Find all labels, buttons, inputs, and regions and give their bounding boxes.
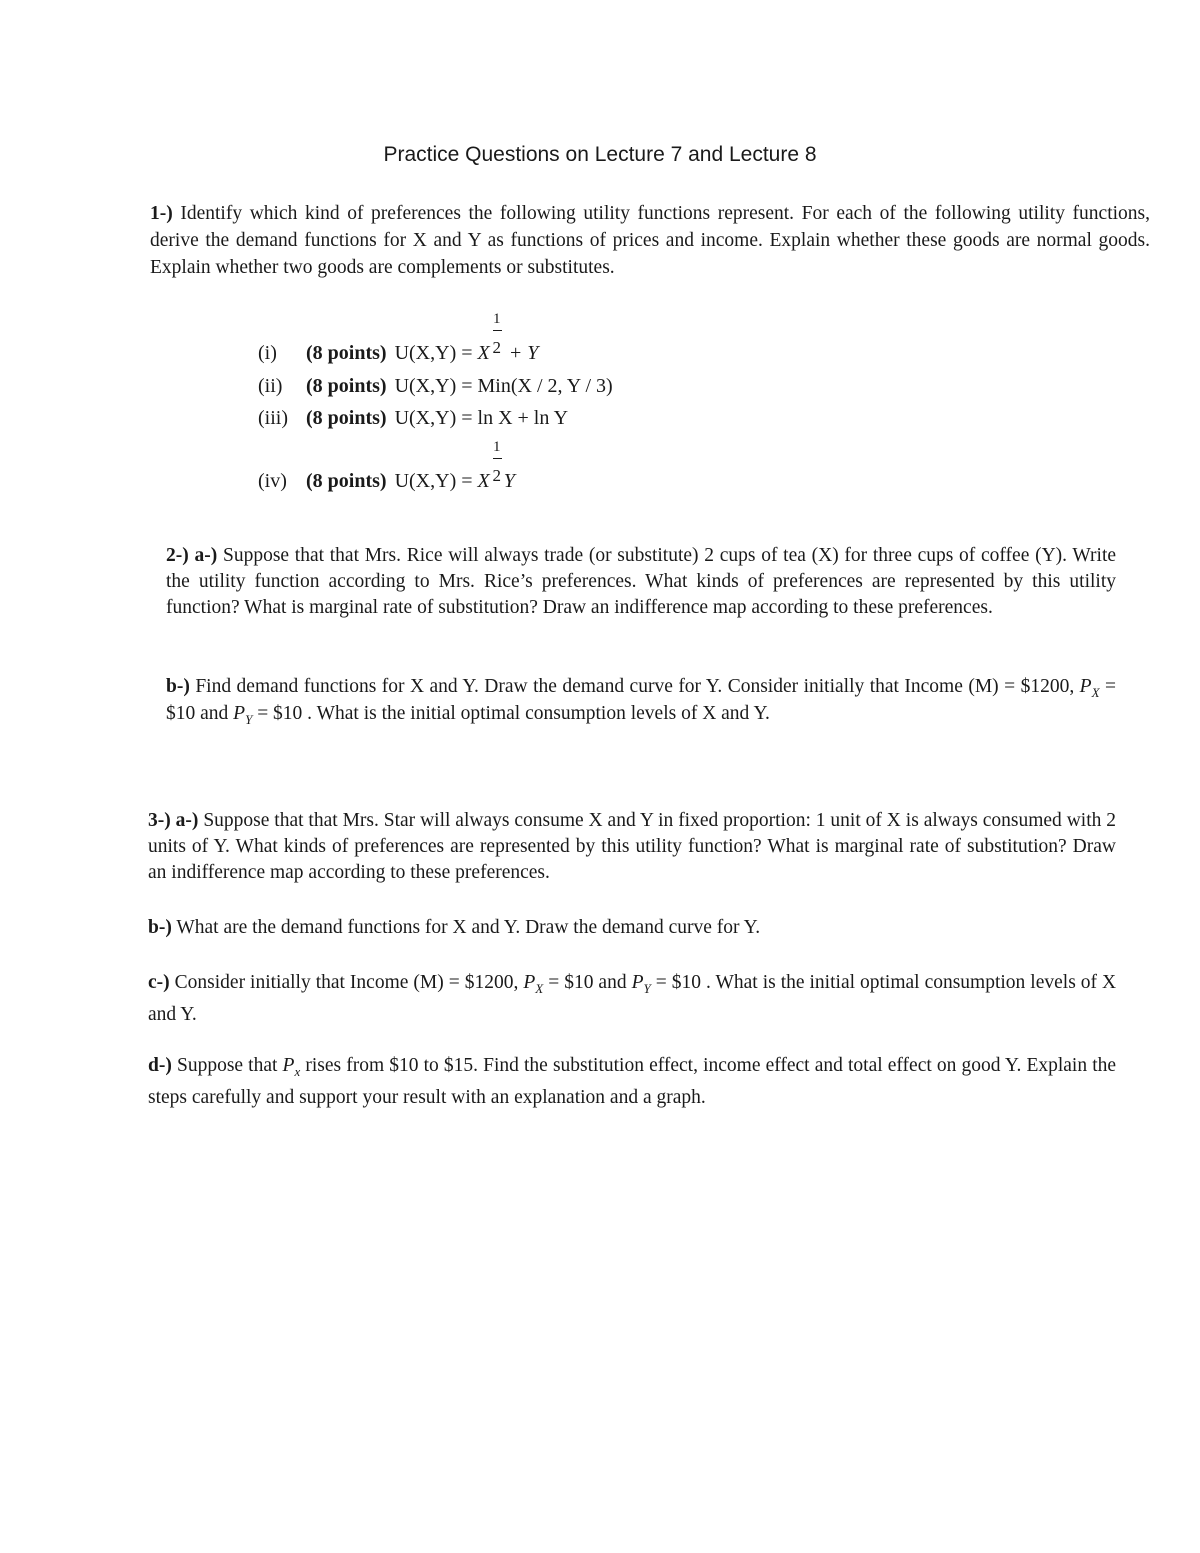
price-x-subscript: X <box>535 981 544 996</box>
price-x-symbol: P <box>1079 676 1092 697</box>
utility-item-1 <box>258 311 539 365</box>
item-number: (iv) <box>258 470 287 492</box>
question-3c-label: c-) <box>148 972 170 993</box>
question-3a <box>148 808 1116 886</box>
exponent-fraction <box>490 311 504 365</box>
price-y-symbol: P <box>233 703 246 724</box>
question-3d <box>148 1050 1116 1113</box>
utility-item-2 <box>258 375 613 398</box>
item-function: U(X,Y) = ln X + ln Y <box>394 407 569 429</box>
question-3b-text: What are the demand functions for X and Y. Draw the demand curve for Y. <box>176 917 761 938</box>
price-symbol: P <box>282 1055 295 1076</box>
question-1-label: 1-) <box>150 203 173 224</box>
price-subscript: x <box>294 1064 301 1079</box>
price-y-symbol: P <box>631 972 644 993</box>
exponent-numerator: 1 <box>492 439 501 455</box>
item-function-tail: + Y <box>508 342 539 364</box>
item-function: U(X,Y) = Min(X / 2, Y / 3) <box>394 375 613 397</box>
page-title: Practice Questions on Lecture 7 and Lecture 8 <box>383 143 817 166</box>
question-3a-text: Suppose that that Mrs. Star will always consume X and Y in fixed proportion: 1 unit of X is always consumed with 2 units of Y. What kinds of preferences are represented by this utility function? What is marginal rate of substitution? Draw an indifference map according to these preferences. <box>148 810 1117 883</box>
question-3-label: 3-) <box>148 810 171 831</box>
fraction-bar <box>493 330 502 331</box>
question-2b <box>166 674 1116 728</box>
item-function-tail: Y <box>503 470 515 492</box>
exponent-denominator: 2 <box>492 338 501 357</box>
price-x-value: = $10 and <box>166 676 1117 724</box>
question-1 <box>150 200 1150 281</box>
question-2a-text: Suppose that that Mrs. Rice will always trade (or substitute) 2 cups of tea (X) for three cups of coffee (Y). Write the utility function according to Mrs. Rice’s preferences. What kinds of preferences are represented by this utility function? What is marginal rate of substitution? Draw an indifference map according to these preferences. <box>166 545 1117 618</box>
item-number: (iii) <box>258 407 288 429</box>
price-x-value: = $10 and <box>548 972 627 993</box>
question-3b-label: b-) <box>148 917 172 938</box>
question-2a <box>166 543 1116 621</box>
question-3c <box>148 967 1116 1030</box>
price-y-value: = $10 . <box>655 972 711 993</box>
exponent-denominator: 2 <box>492 466 501 485</box>
item-points: (8 points) <box>306 470 387 492</box>
question-2b-label: b-) <box>166 676 190 697</box>
question-3d-text-2: rises from $10 to $15. Find the substitution effect, income effect and total effect on good Y. Explain the steps carefully and support your result with an explanation and a graph. <box>148 1055 1117 1108</box>
question-3d-text-1: Suppose that <box>176 1055 278 1076</box>
item-number: (i) <box>258 342 277 364</box>
price-y-value: = $10 . <box>257 703 313 724</box>
exponent-numerator: 1 <box>492 311 501 327</box>
question-2b-text-2: What is the initial optimal consumption levels of X and Y. <box>316 703 770 724</box>
item-points: (8 points) <box>306 407 387 429</box>
item-number: (ii) <box>258 375 283 397</box>
question-3a-label: a-) <box>175 810 199 831</box>
utility-item-3 <box>258 407 568 430</box>
question-3b <box>148 914 1116 941</box>
item-points: (8 points) <box>306 375 387 397</box>
price-y-subscript: Y <box>245 712 253 727</box>
question-2-label: 2-) <box>166 545 189 566</box>
item-function-base: X <box>477 470 490 492</box>
exponent-fraction <box>490 439 504 493</box>
utility-item-4 <box>258 439 515 493</box>
fraction-bar <box>493 458 502 459</box>
question-1-text: Identify which kind of preferences the following utility functions represent. For each of the following utility functions, derive the demand functions for X and Y as functions of prices and income. Explain whether these goods are normal goods. Explain whether two goods are complements or substitutes. <box>150 203 1150 278</box>
question-2b-text-1: Find demand functions for X and Y. Draw the demand curve for Y. Consider initially that Income (M) = $1200, <box>195 676 1075 697</box>
price-y-subscript: Y <box>643 981 651 996</box>
price-x-subscript: X <box>1091 685 1100 700</box>
question-2a-label: a-) <box>194 545 218 566</box>
item-function-lhs: U(X,Y) = <box>394 342 473 364</box>
item-function-base: X <box>477 342 490 364</box>
price-x-symbol: P <box>523 972 536 993</box>
question-3c-text-1: Consider initially that Income (M) = $1200, <box>174 972 519 993</box>
question-3c-text-2: What is the initial optimal consumption levels of X and Y. <box>148 972 1117 1025</box>
item-points: (8 points) <box>306 342 387 364</box>
item-function-lhs: U(X,Y) = <box>394 470 473 492</box>
question-3d-label: d-) <box>148 1055 172 1076</box>
